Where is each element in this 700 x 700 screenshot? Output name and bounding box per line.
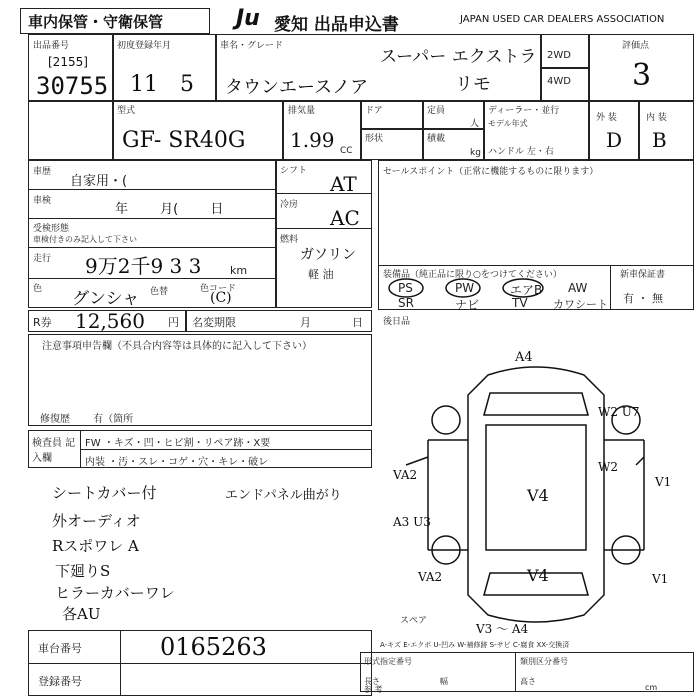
mark-a4-top: A4 <box>515 350 533 365</box>
model-code-value: GF- SR40G <box>122 128 246 153</box>
lot-number: 30755 <box>36 72 109 100</box>
logo-ju: Ju <box>236 6 260 31</box>
model-year-label: モデル年式 <box>488 119 528 128</box>
handle-label: ハンドル 左・右 <box>488 147 554 157</box>
mileage-label: 走行 <box>33 254 52 264</box>
eq-aw: AW <box>568 281 588 295</box>
model-label: 型式 <box>117 106 136 116</box>
inspector-label: 検査員 記入欄 <box>32 438 76 464</box>
color-label: 色 <box>33 284 43 294</box>
month-label: 月 <box>300 316 311 329</box>
mark-va2-upper: VA2 <box>393 468 418 482</box>
eq-kawa: カワシート <box>553 298 608 311</box>
spare-label: スペア <box>400 616 428 626</box>
dealer-label: ディーラー・並行 <box>488 106 560 116</box>
mark-v1-lower: V1 <box>652 572 669 586</box>
int-grade-value: B <box>652 128 667 152</box>
cc-unit: CC <box>340 146 353 156</box>
rating-label: 評価点 <box>622 41 650 51</box>
repair-label: 修復歴 有（箇所 <box>40 414 134 425</box>
displacement-value: 1.99 <box>290 128 335 152</box>
remark-3: Rスポワレ A <box>52 537 139 555</box>
car-grade-label: 車名・グレード <box>220 41 284 51</box>
displacement-label: 排気量 <box>288 106 316 116</box>
class-no-label: 類別区分番号 <box>520 657 568 666</box>
mark-v4-upper: V4 <box>527 486 549 505</box>
ext-label: 外 装 <box>596 113 617 123</box>
rating-value: 3 <box>632 58 652 93</box>
shape-label: 形状 <box>365 134 384 144</box>
remark-6: 各AU <box>62 605 101 623</box>
shaken-label: 車検 <box>33 196 52 206</box>
form-title: 愛知 出品申込書 <box>274 15 399 35</box>
mark-v4-lower: V4 <box>527 566 549 585</box>
eq-navi: ナビ <box>455 298 480 312</box>
history-value: 自家用・( <box>70 174 128 189</box>
aircon-label: 冷房 <box>280 200 299 210</box>
eq-pw: PW <box>455 281 475 295</box>
shape-app-label: 形式指定番号 <box>364 657 412 666</box>
reg-no-label: 登録番号 <box>38 675 82 688</box>
mileage-value: 9万2千9 3 3 <box>85 254 202 278</box>
eq-ps: PS <box>398 281 413 295</box>
person-unit: 人 <box>470 119 480 129</box>
frame-number-value: 0165263 <box>160 633 267 661</box>
ref-label: 参 考 <box>364 685 383 694</box>
cm-unit: cm <box>645 683 658 692</box>
fuel-diesel-label: 軽 油 <box>308 268 334 281</box>
color-change-label: 色替 <box>150 287 169 297</box>
eq-ac: エアB <box>510 283 543 297</box>
association-name: JAPAN USED CAR DEALERS ASSOCIATION <box>460 14 665 25</box>
length-label: 長さ <box>364 677 380 686</box>
equipment-label: 装備品（純正品に限り○をつけてください） <box>383 270 562 280</box>
aircon-value: AC <box>330 206 360 230</box>
lot-bracket: [2155] <box>48 55 88 69</box>
load-label: 積載 <box>427 134 446 144</box>
notes-label: 注意事項申告欄（不具合内容等は具体的に記入して下さい） <box>42 341 312 352</box>
day-label: 日 <box>352 316 363 329</box>
year-value: 11 <box>130 72 158 97</box>
eq-sr: SR <box>398 296 414 310</box>
mark-v1-upper: V1 <box>655 475 672 489</box>
ext-grade-value: D <box>606 128 623 152</box>
color-code-label: 色コード <box>200 284 237 294</box>
car-name-value: スーパー エクストラ <box>380 47 537 67</box>
fuel-value: ガソリン <box>300 247 356 263</box>
after-market-label: 後日品 <box>383 317 411 327</box>
shaken-value: 年 月( 日 <box>115 202 224 217</box>
remark-4: 下廻りS <box>55 562 111 580</box>
meigi-label: 名変期限 <box>192 316 236 329</box>
yen-label: 円 <box>168 316 179 329</box>
rken-label: R券 <box>33 316 52 329</box>
equipment-circles <box>378 265 618 310</box>
first-reg-label: 初度登録年月 <box>117 41 172 51</box>
mark-va2-lower: VA2 <box>418 570 443 584</box>
remark-right: エンドパネル曲がり <box>225 488 342 503</box>
remark-1: シートカバー付 <box>52 484 157 502</box>
km-unit: km <box>230 264 248 277</box>
kg-unit: kg <box>470 148 481 158</box>
receive-sub: 車検付きのみ記入して下さい <box>33 235 137 244</box>
width-label: 幅 <box>440 677 448 686</box>
car-grade-line: タウンエースノア <box>225 77 369 98</box>
insurance-label: 新車保証書 <box>620 270 666 280</box>
shift-label: シフト <box>280 166 308 176</box>
shift-value: AT <box>330 172 357 196</box>
receive-label: 受検形態 <box>33 224 70 234</box>
check-line-1: FW ・キズ・凹・ヒビ割・リペア跡・X要 <box>85 438 271 449</box>
frame-no-label: 車台番号 <box>38 642 82 655</box>
month-value: 5 <box>180 72 194 97</box>
storage-label: 車内保管・守衛保管 <box>28 13 164 31</box>
color-code-value: (C) <box>210 290 232 306</box>
int-label: 内 装 <box>646 113 667 123</box>
remark-5: ヒラーカバーワレ <box>55 584 175 602</box>
wd2-label: 2WD <box>547 50 571 61</box>
rken-value: 12,560 <box>75 309 145 333</box>
mark-w2: W2 <box>598 460 618 474</box>
height-label: 高さ <box>520 677 536 686</box>
capacity-label: 定員 <box>427 106 446 116</box>
damage-legend: A-キズ E-エクボ U-凹み W-補修跡 S-サビ C-腐食 XX-交換済 <box>380 641 570 649</box>
history-label: 車歴 <box>33 167 52 177</box>
door-label: ドア <box>365 106 383 116</box>
lot-label: 出品番号 <box>33 41 70 51</box>
insurance-options: 有 ・ 無 <box>623 292 663 305</box>
mark-a3u3: A3 U3 <box>393 515 431 529</box>
sales-point-label: セールスポイント（正常に機能するものに限ります） <box>383 167 599 177</box>
wd4-label: 4WD <box>547 76 571 87</box>
fuel-label: 燃料 <box>280 235 299 245</box>
check-line-2: 内装 ・汚・スレ・コゲ・穴・キレ・破レ <box>85 457 269 468</box>
eq-tv: TV <box>512 296 528 310</box>
remark-2: 外オーディオ <box>52 512 141 530</box>
mark-w2u7: W2 U7 <box>598 405 640 419</box>
mark-rear: V3 ～ A4 <box>476 622 529 636</box>
car-grade-extra: リモ <box>455 74 491 95</box>
color-value: グンシャ <box>72 289 140 309</box>
